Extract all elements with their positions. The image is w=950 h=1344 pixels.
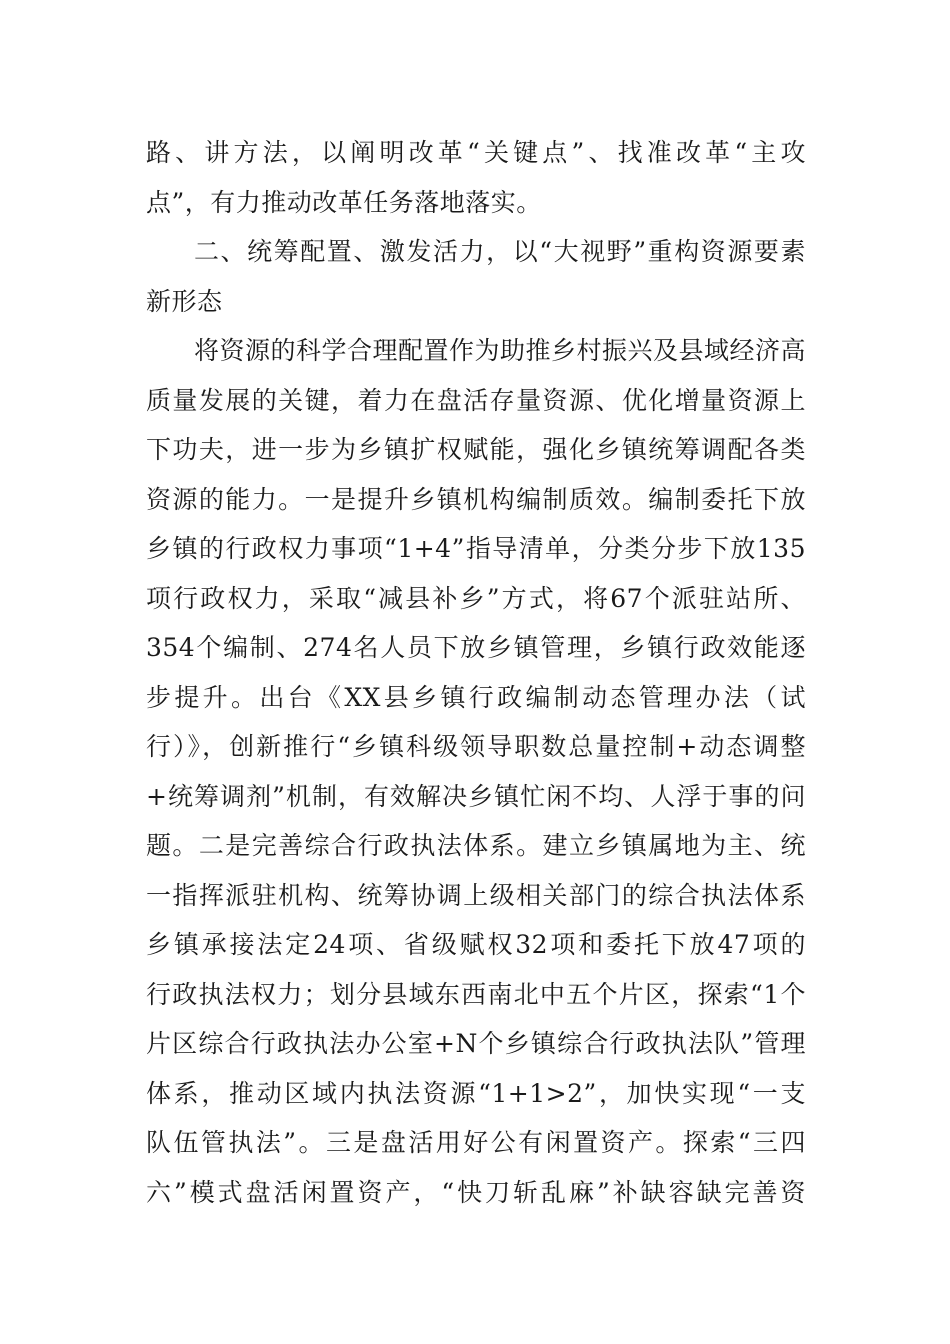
paragraph-2-line: 乡镇的行政权力事项“1+4”指导清单，分类分步下放135 [146, 534, 806, 563]
paragraph-2-line: 一指挥派驻机构、统筹协调上级相关部门的综合执法体系 [146, 880, 806, 910]
section-heading-line: 二、统筹配置、激发活力，以“大视野”重构资源要素 [194, 237, 806, 266]
section-heading-line: 新形态 [146, 286, 223, 316]
paragraph-2-line: +统筹调剂”机制，有效解决乡镇忙闲不均、人浮于事的问 [146, 781, 806, 811]
paragraph-2-line: 体系，推动区域内执法资源“1+1>2”，加快实现“一支 [146, 1078, 806, 1108]
paragraph-2-line: 队伍管执法”。三是盘活用好公有闲置资产。探索“三四 [146, 1128, 806, 1157]
paragraph-2-line: 质量发展的关键，着力在盘活存量资源、优化增量资源上 [146, 385, 806, 415]
paragraph-2-line: 行）》，创新推行“乡镇科级领导职数总量控制+动态调整 [146, 732, 806, 761]
paragraph-2-line: 下功夫，进一步为乡镇扩权赋能，强化乡镇统筹调配各类 [146, 435, 806, 464]
paragraph-2-line: 步提升。出台《XX县乡镇行政编制动态管理办法（试 [146, 682, 806, 712]
paragraph-2-line: 资源的能力。一是提升乡镇机构编制质效。编制委托下放 [146, 484, 806, 514]
paragraph-1-line: 点”，有力推动改革任务落地落实。 [146, 187, 542, 217]
paragraph-2-line: 354个编制、274名人员下放乡镇管理，乡镇行政效能逐 [146, 633, 806, 662]
paragraph-2-line: 乡镇承接法定24项、省级赋权32项和委托下放47项的 [146, 930, 806, 959]
paragraph-1-line: 路、讲方法，以阐明改革“关键点”、找准改革“主攻 [146, 138, 806, 167]
paragraph-2-line: 片区综合行政执法办公室+N个乡镇综合行政执法队”管理 [146, 1029, 806, 1058]
document-body [146, 128, 806, 1217]
paragraph-2-line: 行政执法权力；划分县域东西南北中五个片区，探索“1个 [146, 979, 806, 1009]
paragraph-2-line: 将资源的科学合理配置作为助推乡村振兴及县域经济高 [194, 336, 807, 365]
paragraph-2-line: 六”模式盘活闲置资产，“快刀斩乱麻”补缺容缺完善资 [146, 1177, 806, 1207]
paragraph-2-line: 题。二是完善综合行政执法体系。建立乡镇属地为主、统 [146, 831, 806, 860]
paragraph-2-line: 项行政权力，采取“减县补乡”方式，将67个派驻站所、 [146, 583, 806, 613]
